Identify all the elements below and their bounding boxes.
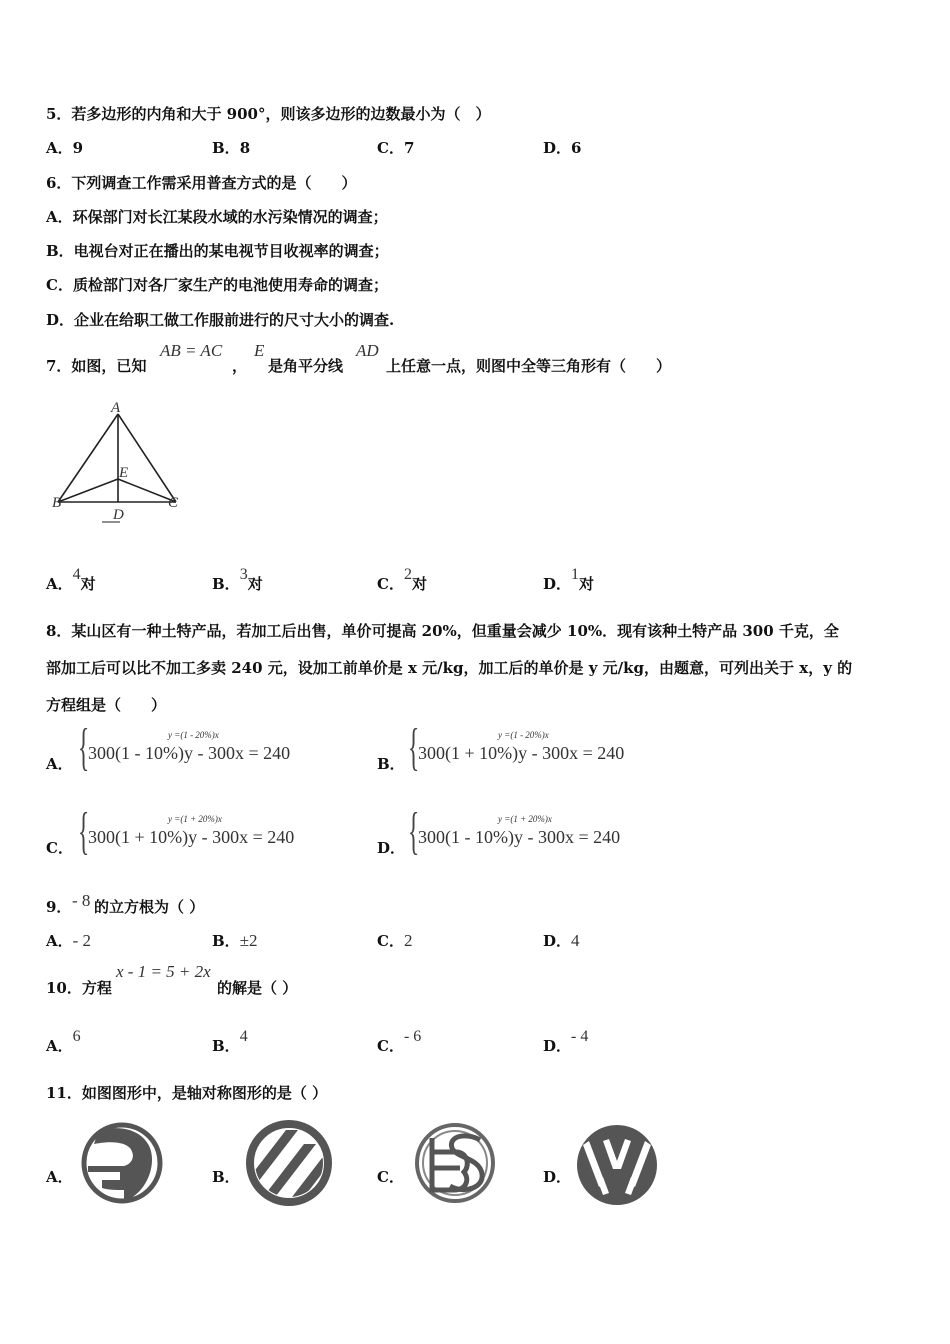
q11-option-b-label: B． bbox=[212, 1168, 240, 1186]
q6-option-d: D．企业在给职工做工作服前进行的尺寸大小的调查. bbox=[46, 311, 395, 329]
label-c: C bbox=[168, 495, 179, 511]
q7-suffix: 上任意一点，则图中全等三角形有（ ） bbox=[386, 357, 672, 375]
q8-line3: 方程组是（ ） bbox=[46, 696, 167, 714]
q5-stem: 5．若多边形的内角和大于 900°，则该多边形的边数最小为（ ） bbox=[46, 105, 491, 123]
q11-option-d-label: D． bbox=[543, 1168, 572, 1186]
label-a: A bbox=[111, 400, 121, 416]
q10-option-a: A．6 bbox=[46, 1028, 81, 1055]
q7-option-d: D．1对 bbox=[543, 566, 595, 593]
stripes-logo-icon bbox=[246, 1120, 332, 1206]
q10-suffix: 的解是（ ） bbox=[217, 979, 298, 997]
q11-option-c-label: C． bbox=[377, 1168, 404, 1186]
q7-option-a: A．4对 bbox=[46, 566, 96, 593]
label-e: E bbox=[119, 465, 129, 481]
triangle-figure bbox=[40, 392, 200, 532]
q7-mid: 是角平分线 bbox=[268, 357, 344, 375]
q8-option-b-label: B． bbox=[377, 755, 405, 773]
q7-point-e: E bbox=[254, 341, 265, 360]
q8-option-c-brace: { bbox=[78, 803, 90, 860]
q8-option-a-label: A． bbox=[46, 755, 73, 773]
q8-line2: 部加工后可以比不加工多卖 240 元，设加工前单价是 x 元/kg，加工后的单价是 y 元/kg，由题意，可列出关于 x，y 的 bbox=[46, 659, 853, 677]
tree-logo-icon bbox=[575, 1123, 659, 1207]
q8-option-b-brace: { bbox=[408, 719, 420, 776]
q7-line-ad: AD bbox=[356, 341, 379, 360]
q7-sep: ， bbox=[232, 357, 248, 375]
q9-number: - 8 bbox=[72, 891, 91, 910]
q8-option-c-top: y =(1 + 20%)x bbox=[168, 814, 222, 824]
q9-option-c: C．2 bbox=[377, 931, 413, 950]
q8-option-a-main: 300(1 - 10%)y - 300x = 240 bbox=[88, 743, 291, 763]
label-d: D bbox=[113, 507, 124, 523]
q10-option-d: D．- 4 bbox=[543, 1028, 589, 1055]
q11-stem: 11．如图图形中，是轴对称图形的是（ ） bbox=[46, 1084, 328, 1102]
label-b: B bbox=[52, 495, 62, 511]
q11-option-a-label: A． bbox=[46, 1168, 73, 1186]
q9-option-b: B．±2 bbox=[212, 931, 258, 950]
q9-option-a: A．- 2 bbox=[46, 931, 92, 950]
q5-option-a: A．9 bbox=[46, 139, 84, 157]
q8-option-d-main: 300(1 - 10%)y - 300x = 240 bbox=[418, 827, 621, 847]
q7-option-c: C．2对 bbox=[377, 566, 427, 593]
q10-option-b: B．4 bbox=[212, 1028, 248, 1055]
q8-option-d-label: D． bbox=[377, 839, 406, 857]
q6-option-b: B．电视台对正在播出的某电视节目收视率的调查； bbox=[46, 242, 389, 260]
q8-option-c-main: 300(1 + 10%)y - 300x = 240 bbox=[88, 827, 295, 847]
profile-logo-icon bbox=[80, 1120, 166, 1206]
q7-option-b: B．3对 bbox=[212, 566, 263, 593]
q8-option-a-top: y =(1 - 20%)x bbox=[168, 730, 219, 740]
q6-option-c: C．质检部门对各厂家生产的电池使用寿命的调查； bbox=[46, 276, 388, 294]
q10-prefix: 10．方程 bbox=[46, 979, 112, 997]
q9-suffix: 的立方根为（ ） bbox=[94, 898, 205, 916]
q9-prefix: 9． bbox=[46, 898, 72, 916]
q8-option-b-top: y =(1 - 20%)x bbox=[498, 730, 549, 740]
bs-monogram-icon bbox=[410, 1118, 500, 1208]
q7-condition: AB = AC bbox=[160, 341, 223, 360]
q5-option-c: C．7 bbox=[377, 139, 415, 157]
q8-line1: 8．某山区有一种土特产品，若加工后出售，单价可提高 20%，但重量会减少 10%．现有该种土特产品 300 千克，全 bbox=[46, 622, 839, 640]
q5-option-b: B．8 bbox=[212, 139, 251, 157]
q7-prefix: 7．如图，已知 bbox=[46, 357, 147, 375]
q6-stem: 6．下列调查工作需采用普查方式的是（ ） bbox=[46, 174, 357, 192]
q8-option-b-main: 300(1 + 10%)y - 300x = 240 bbox=[418, 743, 625, 763]
q9-option-d: D．4 bbox=[543, 931, 580, 950]
q10-equation: x - 1 = 5 + 2x bbox=[116, 962, 211, 981]
q8-option-a-brace: { bbox=[78, 719, 90, 776]
q10-option-c: C．- 6 bbox=[377, 1028, 422, 1055]
q5-option-d: D．6 bbox=[543, 139, 582, 157]
q8-option-c-label: C． bbox=[46, 839, 73, 857]
q8-option-d-top: y =(1 + 20%)x bbox=[498, 814, 552, 824]
q6-option-a: A．环保部门对长江某段水域的水污染情况的调查； bbox=[46, 208, 388, 226]
q8-option-d-brace: { bbox=[408, 803, 420, 860]
